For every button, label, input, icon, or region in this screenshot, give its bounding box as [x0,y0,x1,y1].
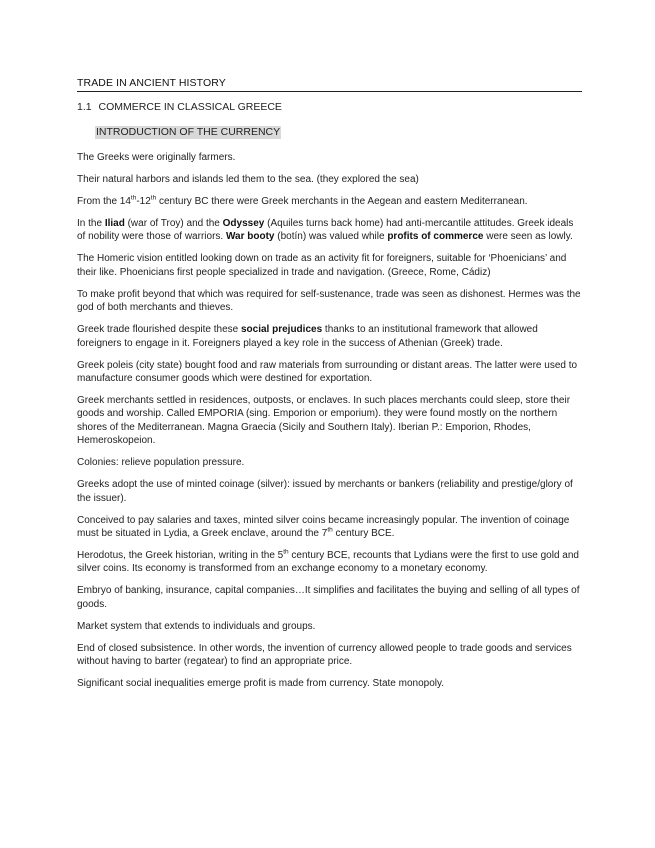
paragraph: Greek merchants settled in residences, outposts, or enclaves. In such places merchants could sleep, store their goods and worship. Called EMPORIA (sing. Emporion or emporium). they were found mostly on the northern shores of the Mediterranean. Magna Graecia (Sicily and Southern Italy). Iberian P.: Emporion, Rhodes, Hemeroskopeion. [77,395,571,447]
paragraph: To make profit beyond that which was required for self-sustenance, trade was seen as dishonest. Hermes was the god of both merchants and thieves. [77,288,581,314]
paragraph: Market system that extends to individuals and groups. [77,620,316,632]
paragraph: Greek poleis (city state) bought food and raw materials from surrounding or distant areas. The latter were used to manufacture consumer goods which were destined for exportation. [77,359,578,385]
paragraph: The Greeks were originally farmers. [77,152,236,163]
paragraph [77,195,582,208]
paragraph [77,514,582,541]
paragraph: The Homeric vision entitled looking down on trade as an activity fit for foreigners, suitable for ‘Phoenicians’ and their like. Phoenicians first people specialized in trade and navigation. (Greece, Rome, Cádiz) [77,253,567,278]
document-body [77,77,582,699]
running-header: TRADE IN ANCIENT HISTORY [77,77,582,92]
text: century BC there were Greek merchants in the Aegean and eastern Mediterranean. [156,196,528,207]
paragraph: Colonies: relieve population pressure. [77,457,245,469]
bold-term: profits of commerce [387,231,484,243]
superscript: th [150,194,157,202]
paragraph [77,323,582,350]
superscript: th [283,548,289,556]
bold-term: Odyssey [222,218,265,229]
section-title: COMMERCE IN CLASSICAL GREECE [98,101,282,113]
paragraph: Their natural harbors and islands led them to the sea. (they explored the sea) [77,174,419,185]
text: (botín) was valued while [274,231,388,243]
paragraph: End of closed subsistence. In other words, the invention of currency allowed people to trade goods and services without having to barter (regatear) to find an appropriate price. [77,642,572,668]
paragraph: Significant social inequalities emerge profit is made from currency. State monopoly. [77,678,445,690]
paragraph: Embryo of banking, insurance, capital companies…It simplifies and facilitates the buying and selling of all types of goods. [77,585,580,610]
subsection-heading: INTRODUCTION OF THE CURRENCY [96,126,281,138]
text: century BCE, recounts that Lydians were the first to use gold and silver coins. Its economy is transformed from an exchange economy to a monetary economy. [77,550,579,575]
text: (Aquiles turns back home) had anti-mercantile attitudes. Greek ideals of nobility were those of warriors. [77,218,574,243]
text: thanks to an institutional framework that allowed foreigners to engage in it. Foreigners played a key role in the success of Athenian (Greek) trade. [77,324,538,349]
section-heading [77,101,582,113]
text: Conceived to pay salaries and taxes, minted silver coins became increasingly popular. The invention of coinage must be situated in Lydia, a Greek enclave, around the 7 [77,514,570,540]
text: century BCE. [332,528,395,540]
text: In the [77,218,105,229]
text: Herodotus, the Greek historian, writing in the 5 [77,550,284,562]
paragraph: Greeks adopt the use of minted coinage (silver): issued by merchants or bankers (reliability and prestige/glory of the issuer). [77,479,573,504]
text: -12 [136,196,151,207]
bold-term: social prejudices [240,324,323,336]
bold-term: War booty [225,231,275,243]
text: Greek trade flourished despite these [77,324,241,336]
bold-term: Iliad [104,218,125,229]
text: From the 14 [77,196,131,207]
paragraph [77,549,582,576]
text: (war of Troy) and the [124,218,223,229]
superscript: th [130,194,137,202]
superscript: th [327,526,333,534]
text: were seen as lowly. [483,231,573,243]
paragraph [77,217,582,244]
section-number: 1.1 [77,101,92,113]
